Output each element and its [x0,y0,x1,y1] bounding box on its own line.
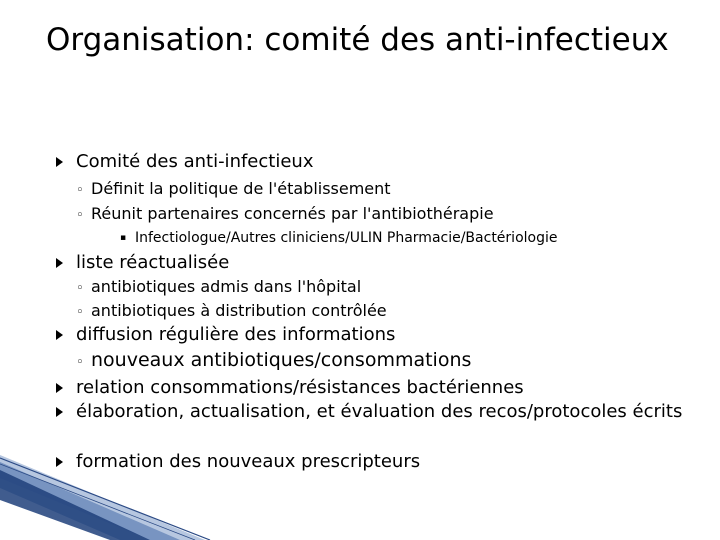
sub-bullet-item: ◦ nouveaux antibiotiques/consommations [76,348,471,375]
square-bullet-icon: ▪ [120,233,127,243]
circle-bullet-icon: ◦ [76,281,84,296]
circle-bullet-icon: ◦ [76,208,84,223]
bullet-item: relation consommations/résistances bactériennes [76,377,524,398]
sub-bullet-item: ◦ Définit la politique de l'établissement [76,179,391,201]
circle-bullet-icon: ◦ [76,355,84,370]
bullet-item: formation des nouveaux prescripteurs [76,451,421,472]
slide-title: Organisation: comité des anti-infectieux [46,22,669,58]
sub-bullet-item: ◦ Réunit partenaires concernés par l'antibiothérapie [76,204,494,226]
circle-bullet-icon: ◦ [76,183,84,198]
bullet-item: élaboration, actualisation, et évaluation des recos/protocoles écrits [76,401,683,422]
sub-bullet-item: ◦ antibiotiques admis dans l'hôpital [76,277,361,299]
circle-bullet-icon: ◦ [76,305,84,320]
bullet-item: liste réactualisée [76,252,230,273]
bullet-item: diffusion régulière des informations [76,324,396,345]
bullet-item: Comité des anti-infectieux [76,151,314,172]
sub-bullet-item: ◦ antibiotiques à distribution contrôlée [76,301,387,323]
sub-sub-bullet-item: ▪ Infectiologue/Autres cliniciens/ULIN Pharmacie/Bactériologie [120,230,558,246]
